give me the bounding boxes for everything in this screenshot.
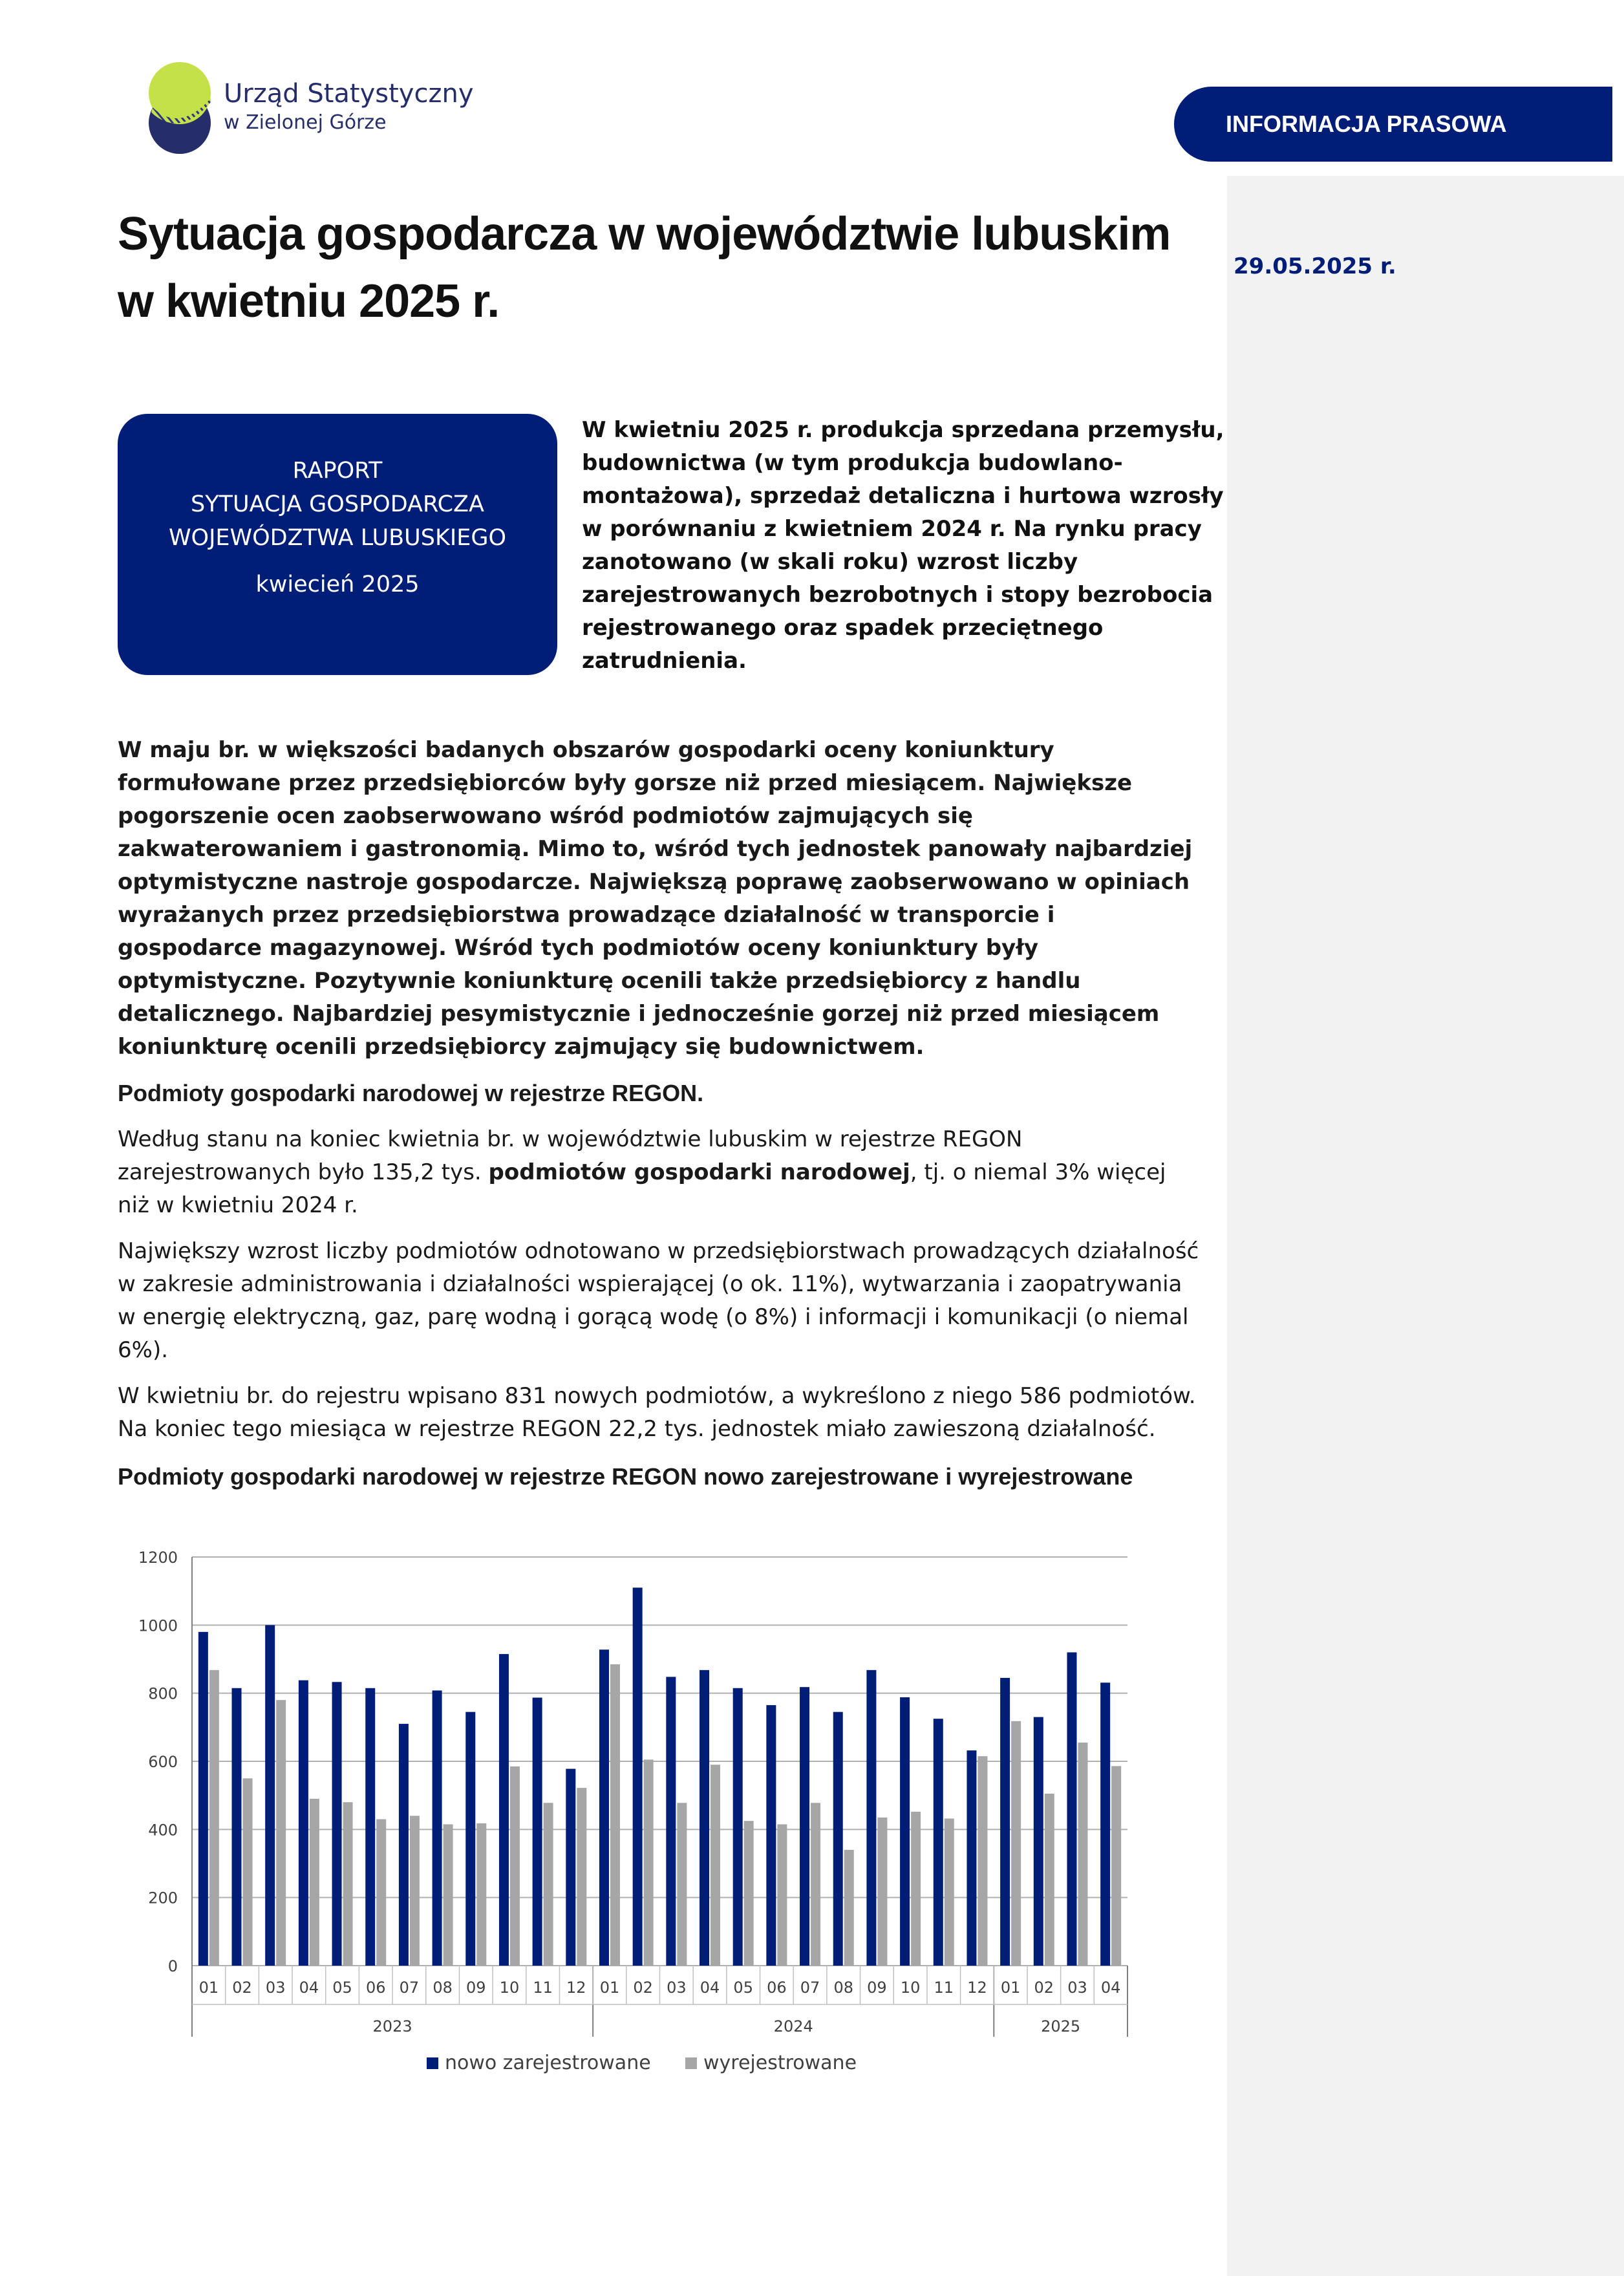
bar-registered xyxy=(900,1697,910,1966)
legend-label: wyrejestrowane xyxy=(703,2052,857,2074)
report-line-3: WOJEWÓDZTWA LUBUSKIEGO xyxy=(168,525,507,551)
year-group-label: 2023 xyxy=(372,2017,412,2035)
bar-registered xyxy=(666,1677,676,1966)
x-tick-label: 03 xyxy=(265,1979,286,1997)
legend-swatch-registered xyxy=(427,2057,438,2069)
y-tick-label: 200 xyxy=(148,1889,178,1907)
page-title: Sytuacja gospodarcza w województwie lubuskim w kwietniu 2025 r. xyxy=(118,208,1171,327)
regon-paragraph-2: Największy wzrost liczby podmiotów odnotowano w przedsiębiorstwach prowadzących działalność w zakresie administrowania i działalności wspierającej (o ok. 11%), wytwarzania i zaopatrywania w energię elektryczną, gaz, parę wodną i gorącą wodę (o 8%) i informacji i komunikacji (o niemal 6%). xyxy=(118,1238,1199,1363)
regon-p1-text-b: , tj. o niemal 3% więcej niż w kwietniu 2024 r. xyxy=(118,1159,1166,1218)
sidebar-panel xyxy=(1227,176,1624,2276)
bar-registered xyxy=(700,1670,709,1966)
x-tick-label: 03 xyxy=(667,1979,687,1997)
x-tick-label: 04 xyxy=(1100,1979,1121,1997)
bar-registered xyxy=(866,1670,876,1966)
bar-registered xyxy=(1034,1717,1043,1966)
x-tick-label: 02 xyxy=(1034,1979,1054,1997)
regon-paragraph-3: W kwietniu br. do rejestru wpisano 831 nowych podmiotów, a wykreślono z niego 586 podmiotów. Na koniec tego miesiąca w rejestrze REGON 22,2 tys. jednostek miało zawieszoną działalność. xyxy=(118,1383,1196,1442)
bar-deregistered xyxy=(443,1824,453,1966)
bar-deregistered xyxy=(310,1799,319,1966)
y-tick-label: 800 xyxy=(148,1684,178,1703)
bar-registered xyxy=(766,1705,776,1966)
bar-registered xyxy=(1100,1682,1110,1966)
x-tick-label: 02 xyxy=(232,1979,252,1997)
bar-deregistered xyxy=(877,1818,887,1966)
x-tick-label: 10 xyxy=(499,1979,520,1997)
bar-deregistered xyxy=(610,1664,620,1966)
bar-deregistered xyxy=(209,1670,219,1966)
bar-deregistered xyxy=(744,1821,754,1966)
x-tick-label: 07 xyxy=(800,1979,820,1997)
bar-deregistered xyxy=(844,1850,854,1966)
bar-registered xyxy=(332,1682,342,1966)
x-tick-label: 08 xyxy=(433,1979,453,1997)
bar-registered xyxy=(800,1687,809,1966)
bar-registered xyxy=(633,1587,643,1966)
bar-deregistered xyxy=(1011,1721,1021,1966)
bar-deregistered xyxy=(276,1700,286,1966)
bar-registered xyxy=(365,1688,375,1966)
y-tick-label: 1200 xyxy=(138,1549,178,1567)
year-group-label: 2025 xyxy=(1041,2017,1081,2035)
legend-label: nowo zarejestrowane xyxy=(445,2052,651,2074)
bar-registered xyxy=(232,1688,242,1966)
x-tick-label: 10 xyxy=(900,1979,921,1997)
x-tick-label: 06 xyxy=(767,1979,787,1997)
article-body xyxy=(118,734,1204,1507)
y-tick-label: 0 xyxy=(167,1957,178,1975)
bar-deregistered xyxy=(644,1759,654,1966)
logo-wordmark xyxy=(224,79,473,134)
report-period: kwiecień 2025 xyxy=(255,572,420,597)
bar-registered xyxy=(733,1688,743,1966)
bar-registered xyxy=(967,1750,976,1966)
bar-registered xyxy=(599,1649,609,1966)
bar-registered xyxy=(198,1632,208,1966)
press-release-label: INFORMACJA PRASOWA xyxy=(1174,87,1612,162)
bar-deregistered xyxy=(243,1778,253,1966)
x-tick-label: 09 xyxy=(465,1979,486,1997)
x-tick-label: 07 xyxy=(399,1979,420,1997)
bar-deregistered xyxy=(376,1820,386,1966)
lead-paragraph: W kwietniu 2025 r. produkcja sprzedana przemysłu, budownictwa (w tym produkcja budowlano-montażowa), sprzedaż detaliczna i hurtowa wzrosły w porównaniu z kwietniem 2024 r. Na rynku pracy zanotowano (w skali roku) wzrost liczby zarejestrowanych bezrobotnych i stopy bezrobocia rejestrowanego oraz spadek przeciętnego zatrudnienia. xyxy=(582,417,1224,674)
bar-deregistered xyxy=(811,1803,820,1966)
regon-bar-chart xyxy=(118,1526,1165,2095)
x-tick-label: 11 xyxy=(533,1979,553,1997)
x-tick-label: 12 xyxy=(566,1979,586,1997)
bar-deregistered xyxy=(978,1756,987,1966)
x-tick-label: 06 xyxy=(365,1979,386,1997)
report-line-1: RAPORT xyxy=(292,458,383,484)
x-tick-label: 12 xyxy=(967,1979,987,1997)
bar-deregistered xyxy=(476,1823,486,1966)
bar-deregistered xyxy=(1045,1794,1054,1966)
bar-registered xyxy=(1067,1652,1076,1966)
regon-p1-bold: podmiotów gospodarki narodowej xyxy=(488,1159,910,1185)
x-tick-label: 09 xyxy=(867,1979,887,1997)
bar-deregistered xyxy=(577,1788,586,1966)
x-tick-label: 05 xyxy=(733,1979,753,1997)
bar-registered xyxy=(833,1712,843,1966)
bar-deregistered xyxy=(710,1765,720,1966)
x-tick-label: 01 xyxy=(198,1979,219,1997)
x-tick-label: 01 xyxy=(1000,1979,1021,1997)
x-tick-label: 11 xyxy=(934,1979,954,1997)
x-tick-label: 02 xyxy=(633,1979,653,1997)
bar-registered xyxy=(399,1724,409,1966)
y-tick-label: 400 xyxy=(148,1821,178,1840)
section-heading: Podmioty gospodarki narodowej w rejestrze REGON. xyxy=(118,1080,704,1106)
bar-registered xyxy=(533,1698,542,1966)
x-tick-label: 08 xyxy=(833,1979,854,1997)
bar-deregistered xyxy=(777,1824,787,1966)
publication-date: 29.05.2025 r. xyxy=(1234,253,1396,279)
bar-deregistered xyxy=(544,1803,553,1966)
intro-paragraph: W maju br. w większości badanych obszarów gospodarki oceny koniunktury formułowane przez przedsiębiorców były gorsze niż przed miesiącem. Największe pogorszenie ocen zaobserwowano wśród podmiotów zajmujących się zakwaterowaniem i gastronomią. Mimo to, wśród tych jednostek panowały najbardziej optymistyczne nastroje gospodarcze. Największą poprawę zaobserwowano w opiniach wyrażanych przez przedsiębiorstwa prowadzące działalność w transporcie i gospodarce magazynowej. Wśród tych podmiotów oceny koniunktury były optymistyczne. Pozytywnie koniunkturę ocenili także przedsiębiorcy z handlu detalicznego. Najbardziej pesymistycznie i jednocześnie gorzej niż przed miesiącem koniunkturę ocenili przedsiębiorcy zajmujący się budownictwem. xyxy=(118,737,1193,1060)
bar-deregistered xyxy=(410,1816,420,1966)
x-tick-label: 01 xyxy=(599,1979,620,1997)
legend-swatch-deregistered xyxy=(685,2057,697,2069)
bar-registered xyxy=(299,1680,308,1966)
year-group-label: 2024 xyxy=(773,2017,813,2035)
x-tick-label: 05 xyxy=(332,1979,352,1997)
y-tick-label: 600 xyxy=(148,1753,178,1771)
logo-line-1: Urząd Statystyczny xyxy=(224,79,474,109)
bar-deregistered xyxy=(945,1818,954,1966)
bar-registered xyxy=(1000,1678,1010,1966)
y-tick-label: 1000 xyxy=(138,1616,178,1635)
bar-registered xyxy=(499,1654,509,1966)
x-tick-label: 04 xyxy=(299,1979,319,1997)
bar-deregistered xyxy=(1078,1743,1087,1966)
bar-registered xyxy=(566,1769,575,1966)
report-line-2: SYTUACJA GOSPODARCZA xyxy=(191,491,484,517)
bar-deregistered xyxy=(343,1802,353,1966)
x-tick-label: 04 xyxy=(700,1979,720,1997)
logo-icon xyxy=(147,62,219,155)
bar-deregistered xyxy=(510,1766,520,1966)
bar-registered xyxy=(465,1712,475,1966)
bar-registered xyxy=(265,1625,275,1966)
regon-p1-text-a: Według stanu na koniec kwietnia br. w województwie lubuskim w rejestrze REGON zarejestrowanych było 135,2 tys. xyxy=(118,1126,1023,1185)
report-box xyxy=(118,414,557,675)
regon-paragraph-1 xyxy=(118,1123,1204,1222)
x-tick-label: 03 xyxy=(1067,1979,1087,1997)
logo-line-2: w Zielonej Górze xyxy=(224,111,387,134)
chart-heading: Podmioty gospodarki narodowej w rejestrze REGON nowo zarejestrowane i wyrejestrowane xyxy=(118,1463,1133,1490)
bar-deregistered xyxy=(911,1812,921,1966)
bar-deregistered xyxy=(1111,1766,1121,1966)
bar-registered xyxy=(934,1719,943,1966)
bar-registered xyxy=(433,1690,442,1966)
bar-deregistered xyxy=(677,1803,687,1966)
